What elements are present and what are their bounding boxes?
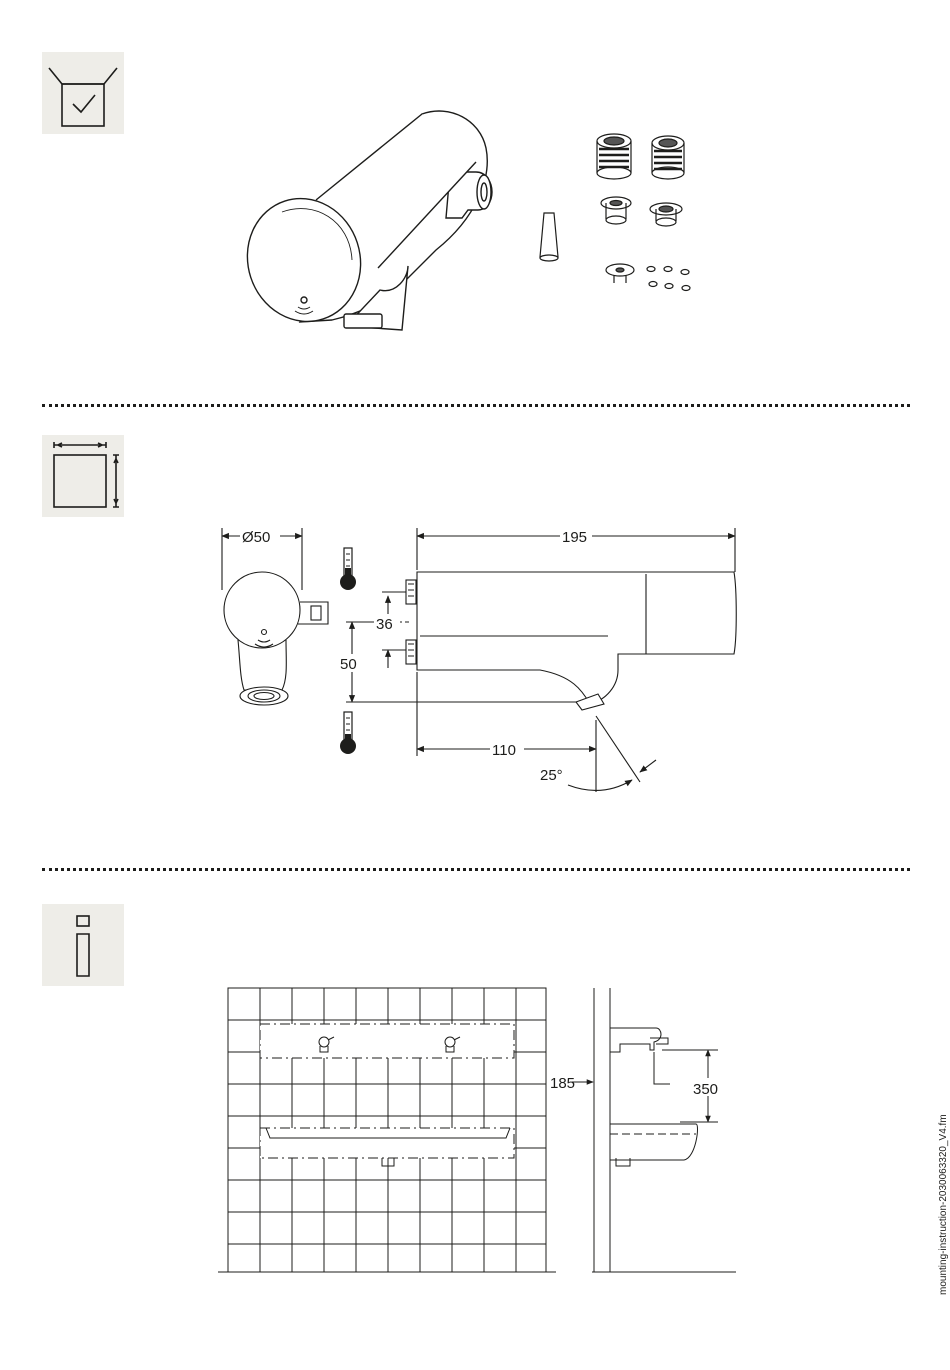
angle-label: 25° xyxy=(540,767,563,784)
wall-thickness-label: 185 xyxy=(550,1075,576,1092)
section-divider xyxy=(42,868,910,871)
dimension-drawing xyxy=(210,520,750,810)
height-label: 50 xyxy=(340,656,357,673)
aerator-right xyxy=(652,136,684,179)
file-name-label: mounting-instruction-2030063320_V4.fm xyxy=(938,1114,949,1295)
length-label: 195 xyxy=(562,529,588,546)
section-divider xyxy=(42,404,910,407)
thermometer-cold-icon xyxy=(340,712,356,754)
thermometer-hot-icon xyxy=(340,548,356,590)
mounting-height-label: 350 xyxy=(693,1081,719,1098)
aerator-left xyxy=(597,134,631,179)
package-check-icon xyxy=(42,52,124,134)
projection-label: 110 xyxy=(492,742,516,759)
accessory-parts xyxy=(520,125,710,300)
diameter-label: Ø50 xyxy=(242,529,271,546)
info-icon xyxy=(42,904,124,986)
installation-drawing xyxy=(210,982,750,1280)
spacing-label: 36 xyxy=(376,616,393,633)
dimensions-icon xyxy=(42,435,124,517)
